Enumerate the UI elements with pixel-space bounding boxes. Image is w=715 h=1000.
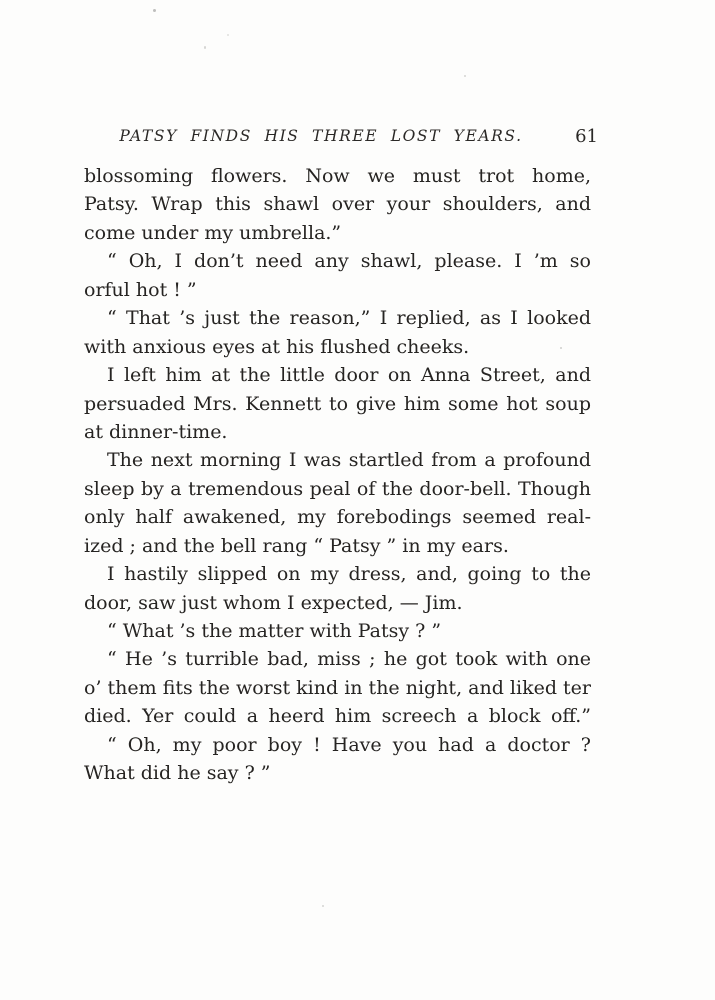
paragraph [84,560,591,617]
text-line: orful hot ! ” [84,278,197,301]
text-line: The next morning I was startled from a profound [107,449,591,472]
paragraph [84,617,591,645]
text-line: Patsy. Wrap this shawl over your shoulders, and [84,193,591,216]
text-line: o’ them fits the worst kind in the night, and liked ter [84,676,591,699]
text-line: I left him at the little door on Anna Street, and [107,364,591,387]
paragraph [84,247,591,304]
text-line: I hastily slipped on my dress, and, going to the [107,563,591,586]
text-line: sleep by a tremendous peal of the door-bell. Though [84,477,591,500]
text-line: died. Yer could a heerd him screech a block off.” [84,705,591,728]
text-line: “ Oh, my poor boy ! Have you had a doctor ? [107,733,591,756]
text-line: only half awakened, my forebodings seemed real- [84,506,591,529]
text-line: blossoming flowers. Now we must trot home, [84,165,591,187]
scan-speck [464,75,466,77]
paragraph [84,446,591,560]
scan-speck [227,34,229,36]
text-line: with anxious eyes at his flushed cheeks. [84,335,470,358]
paragraph [84,645,591,730]
text-line: “ What ’s the matter with Patsy ? ” [107,620,442,642]
text-line: door, saw just whom I expected, — Jim. [84,591,463,614]
text-line: “ That ’s just the reason,” I replied, as I looked [107,307,591,330]
paragraph [84,162,591,247]
text-line: “ Oh, I don’t need any shawl, please. I ’m so [107,250,591,273]
page-number: 61 [575,126,598,147]
paragraph [84,361,591,446]
paragraph [84,731,591,788]
text-line: come under my umbrella.” [84,221,342,244]
text-line: What did he say ? ” [84,762,271,785]
text-line: persuaded Mrs. Kennett to give him some hot soup [84,392,591,415]
text-line: “ He ’s turrible bad, miss ; he got took with one [107,648,591,671]
paragraph [84,304,591,361]
scan-speck [560,347,562,349]
scan-speck [204,46,206,49]
running-header [84,126,598,149]
text-line: ized ; and the bell rang “ Patsy ” in my ears. [84,534,509,557]
body-text [84,162,591,788]
text-line: at dinner-time. [84,420,228,443]
scan-speck [153,9,156,12]
scan-speck [322,905,324,907]
running-header-title: PATSY FINDS HIS THREE LOST YEARS. [119,127,523,145]
